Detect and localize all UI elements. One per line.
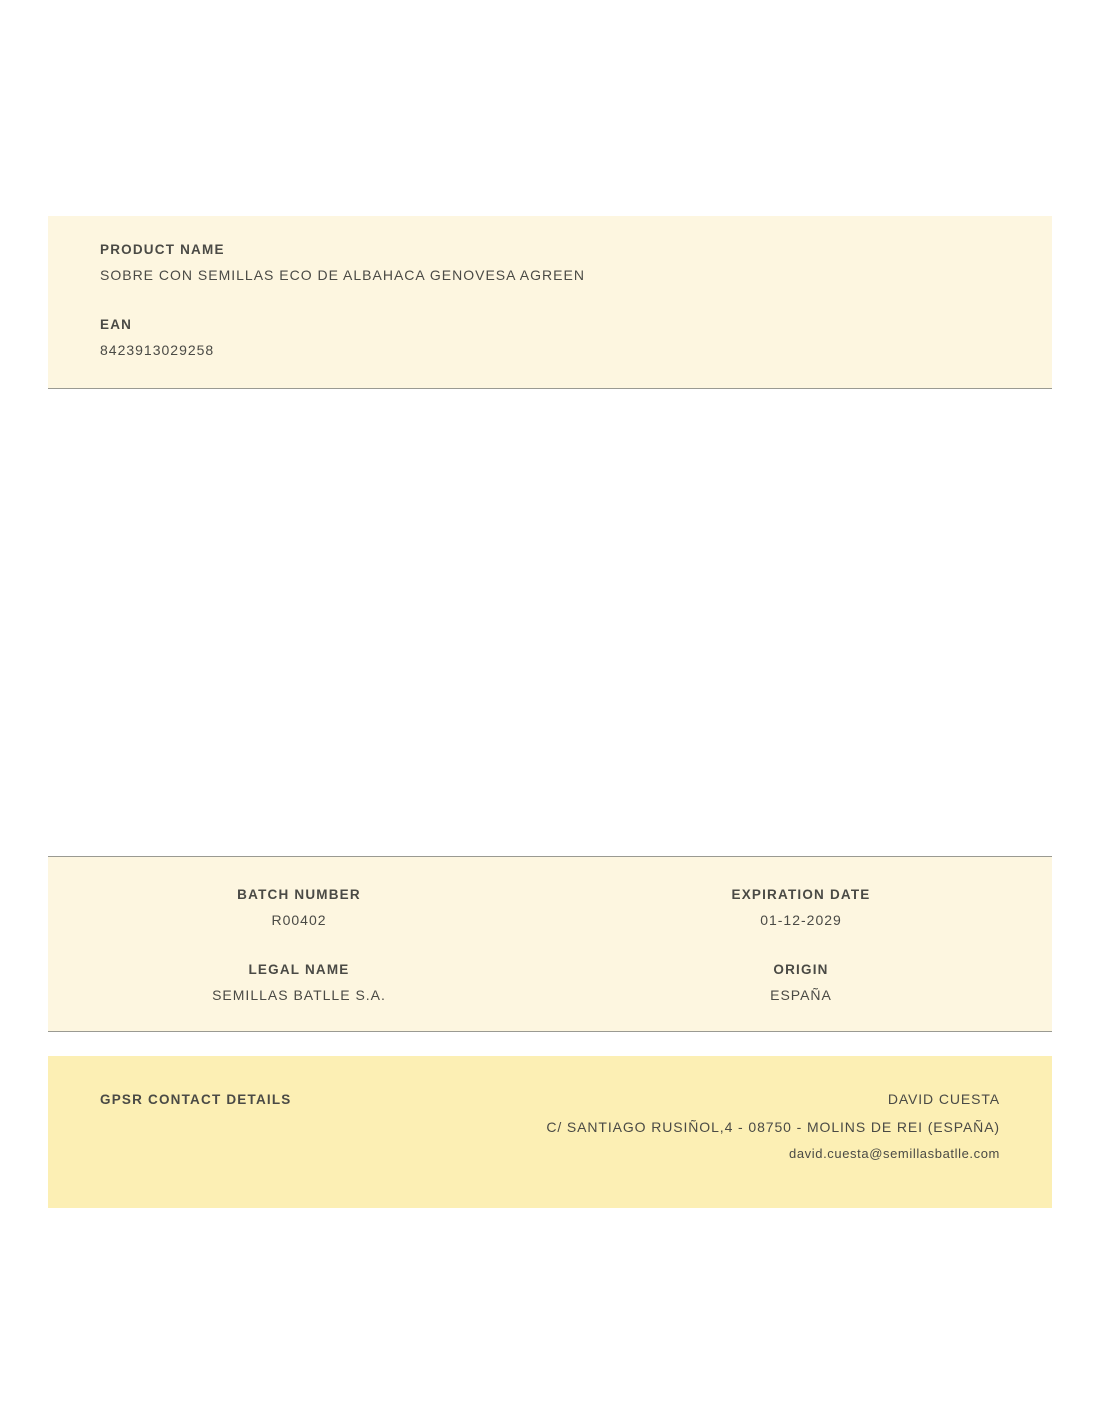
origin-value: ESPAÑA: [770, 987, 832, 1003]
product-details-block: [48, 856, 1052, 1032]
origin-label: ORIGIN: [773, 962, 829, 977]
product-name-label: PRODUCT NAME: [100, 242, 225, 257]
field-spacer: [100, 283, 1000, 317]
batch-number-value: R00402: [271, 912, 327, 928]
gpsr-contact-title: GPSR CONTACT DETAILS: [100, 1092, 292, 1107]
batch-number-cell: [48, 883, 550, 928]
gpsr-contact-block: [48, 1056, 1052, 1208]
gpsr-contact-name: DAVID CUESTA: [887, 1091, 1000, 1107]
expiration-date-cell: [550, 883, 1052, 928]
gpsr-contact-address: C/ SANTIAGO RUSIÑOL,4 - 08750 - MOLINS DE REI (ESPAÑA): [546, 1119, 1000, 1136]
origin-cell: [550, 928, 1052, 1003]
legal-name-label: LEGAL NAME: [248, 962, 350, 977]
product-name-value: SOBRE CON SEMILLAS ECO DE ALBAHACA GENOVESA AGREEN: [100, 267, 585, 283]
ean-label: EAN: [100, 317, 133, 332]
gpsr-contact-email: david.cuesta@semillasbatlle.com: [789, 1146, 1000, 1162]
batch-number-label: BATCH NUMBER: [237, 887, 361, 902]
expiration-date-value: 01-12-2029: [760, 912, 842, 928]
product-info-block: [48, 216, 1052, 389]
ean-value: 8423913029258: [100, 342, 215, 358]
legal-name-value: SEMILLAS BATLLE S.A.: [212, 987, 386, 1003]
blank-content-area: [48, 398, 1052, 856]
legal-name-cell: [48, 928, 550, 1003]
expiration-date-label: EXPIRATION DATE: [731, 887, 871, 902]
details-grid: [48, 883, 1052, 1003]
gpsr-contact-lines: [546, 1090, 1000, 1163]
